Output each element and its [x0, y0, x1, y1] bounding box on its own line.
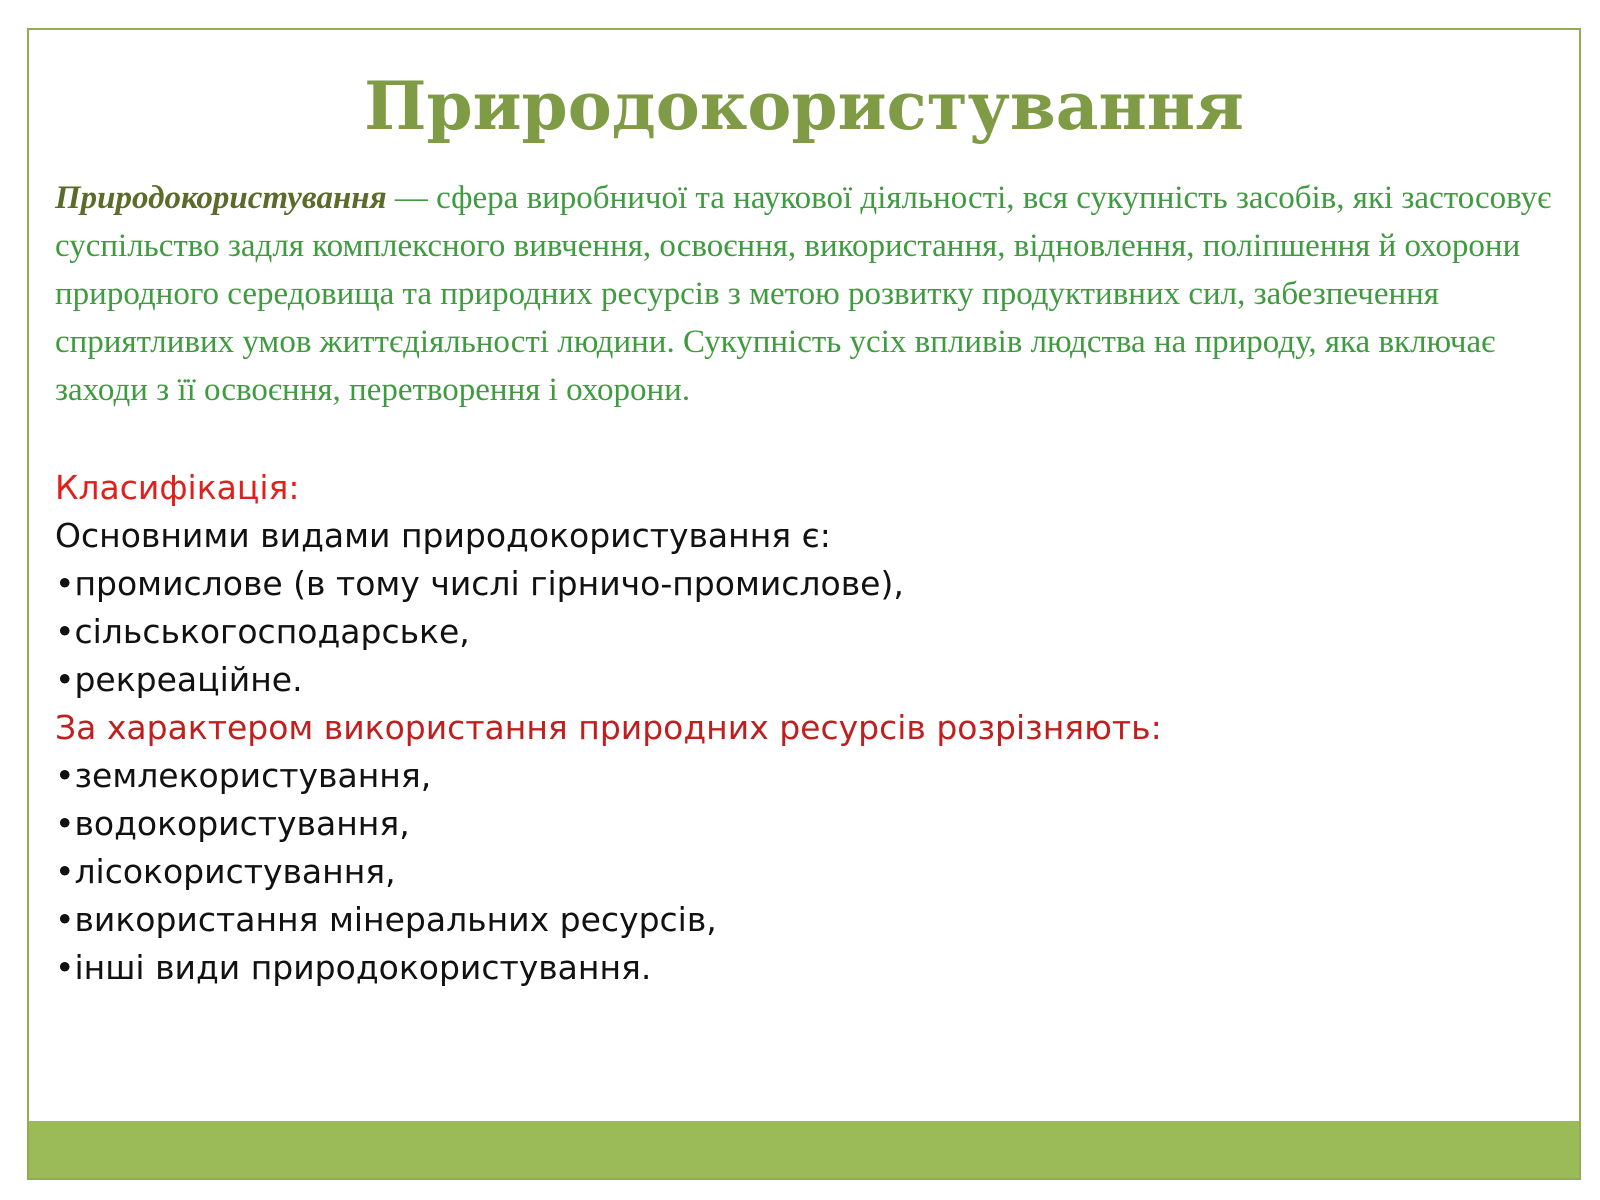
list-item: •землекористування,: [55, 756, 432, 795]
list-item: •інші види природокористування.: [55, 948, 652, 987]
list-item: •промислове (в тому числі гірничо-промислове),: [55, 564, 904, 603]
definition-term: Природокористування: [55, 180, 387, 216]
classification-heading: Класифікація:: [55, 468, 300, 507]
list-item: •лісокористування,: [55, 852, 396, 891]
footer-bar: [29, 1121, 1579, 1178]
slide: [27, 28, 1581, 1180]
definition-text: — сфера виробничої та наукової діяльності, вся сукупність засобів, які застосовує суспільство задля комплексного вивчення, освоєння, використання, відновлення, поліпшення й охорони природного середовища та природних ресурсів з метою розвитку продуктивних сил, забезпечення сприятливих умов життєдіяльності людини. Сукупність усіх впливів людства на природу, яка включає заходи з її освоєння, перетворення і охорони.: [55, 180, 1552, 408]
by-character-heading: За характером використання природних ресурсів розрізняють:: [55, 708, 1162, 747]
slide-title: Природокористування: [364, 67, 1244, 145]
main-types-intro: Основними видами природокористування є:: [55, 516, 831, 555]
classification-section: [55, 464, 1555, 992]
list-item: •сільськогосподарське,: [55, 612, 470, 651]
definition-paragraph: [55, 174, 1565, 414]
list-item: •використання мінеральних ресурсів,: [55, 900, 717, 939]
list-item: •водокористування,: [55, 804, 410, 843]
list-item: •рекреаційне.: [55, 660, 303, 699]
